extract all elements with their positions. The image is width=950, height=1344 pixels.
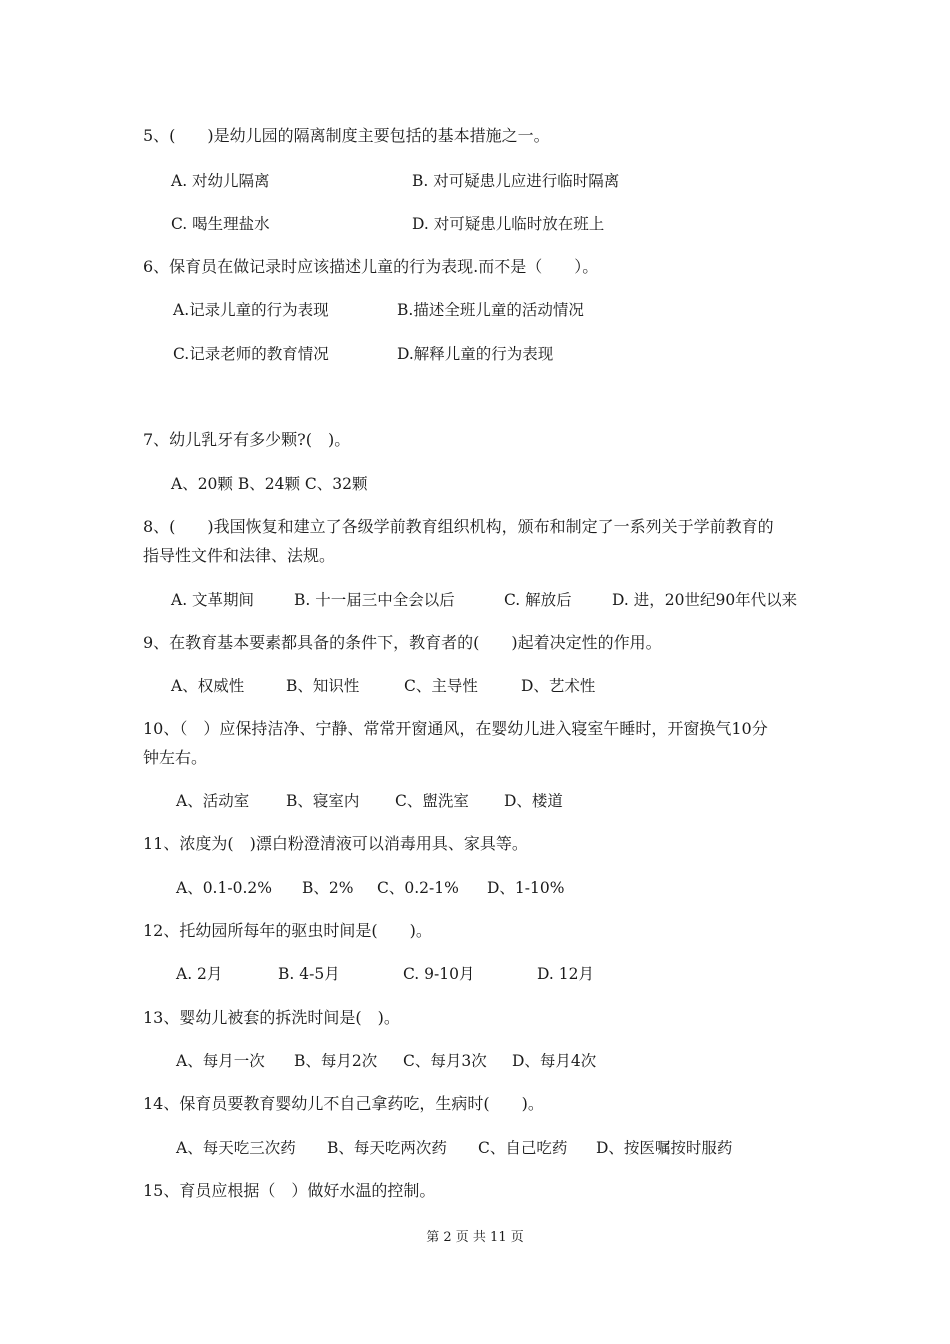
question-13-option-a: A、每月一次 <box>176 1052 265 1070</box>
question-6-option-b: B.描述全班儿童的活动情况 <box>397 301 584 319</box>
question-5-option-d: D. 对可疑患儿临时放在班上 <box>412 215 605 233</box>
question-5-stem: 5、( )是幼儿园的隔离制度主要包括的基本措施之一。 <box>143 126 550 145</box>
question-13-option-d: D、每月4次 <box>512 1052 597 1070</box>
question-12-option-c: C. 9-10月 <box>403 965 475 983</box>
question-9-option-d: D、艺术性 <box>521 677 596 695</box>
question-9-option-c: C、主导性 <box>404 677 478 695</box>
question-8-option-c: C. 解放后 <box>504 591 572 609</box>
question-9-option-b: B、知识性 <box>286 677 360 695</box>
question-10-option-c: C、盥洗室 <box>395 792 469 810</box>
question-8-option-b: B. 十一届三中全会以后 <box>294 591 455 609</box>
question-9-option-a: A、权威性 <box>171 677 245 695</box>
question-12-option-d: D. 12月 <box>537 965 594 983</box>
question-6-stem: 6、保育员在做记录时应该描述儿童的行为表现.而不是（ ）。 <box>143 257 599 276</box>
question-13-option-b: B、每月2次 <box>294 1052 378 1070</box>
question-11-option-a: A、0.1-0.2% <box>176 879 272 897</box>
question-13-stem: 13、婴幼儿被套的拆洗时间是( )。 <box>143 1008 400 1027</box>
question-5-option-b: B. 对可疑患儿应进行临时隔离 <box>412 172 620 190</box>
question-9-stem: 9、在教育基本要素都具备的条件下，教育者的( )起着决定性的作用。 <box>143 633 662 652</box>
question-5-option-c: C. 喝生理盐水 <box>171 215 270 233</box>
question-11-option-c: C、0.2-1% <box>377 879 459 897</box>
question-14-option-c: C、自己吃药 <box>478 1139 568 1157</box>
question-14-stem: 14、保育员要教育婴幼儿不自己拿药吃，生病时( )。 <box>143 1094 544 1113</box>
question-8-stem-line-1: 8、( )我国恢复和建立了各级学前教育组织机构，颁布和制定了一系列关于学前教育的 <box>143 517 774 536</box>
question-14-option-a: A、每天吃三次药 <box>176 1139 296 1157</box>
question-10-option-d: D、楼道 <box>504 792 563 810</box>
question-8-option-a: A. 文革期间 <box>171 591 255 609</box>
question-8-option-d: D. 进，20世纪90年代以来 <box>612 591 798 609</box>
question-6-option-c: C.记录老师的教育情况 <box>173 345 329 363</box>
question-8-stem-line-2: 指导性文件和法律、法规。 <box>143 546 336 565</box>
question-15-stem: 15、育员应根据（ ）做好水温的控制。 <box>143 1181 436 1200</box>
question-10-option-a: A、活动室 <box>176 792 250 810</box>
question-14-option-d: D、按医嘱按时服药 <box>596 1139 733 1157</box>
question-12-option-a: A. 2月 <box>176 965 223 983</box>
question-7-stem: 7、幼儿乳牙有多少颗?( )。 <box>143 430 351 449</box>
page-number-footer: 第 2 页 共 11 页 <box>426 1230 524 1245</box>
question-10-stem-line-2: 钟左右。 <box>143 748 208 767</box>
question-6-option-d: D.解释儿童的行为表现 <box>397 345 554 363</box>
question-12-stem: 12、托幼园所每年的驱虫时间是( )。 <box>143 921 432 940</box>
question-11-option-b: B、2% <box>302 879 354 897</box>
question-12-option-b: B. 4-5月 <box>278 965 340 983</box>
question-11-stem: 11、浓度为( )漂白粉澄清液可以消毒用具、家具等。 <box>143 834 528 853</box>
question-11-option-d: D、1-10% <box>487 879 565 897</box>
question-14-option-b: B、每天吃两次药 <box>327 1139 447 1157</box>
question-5-option-a: A. 对幼儿隔离 <box>171 172 270 190</box>
question-10-stem-line-1: 10、（ ）应保持洁净、宁静、常常开窗通风，在婴幼儿进入寝室午睡时，开窗换气10分 <box>143 719 768 738</box>
question-7-options: A、20颗 B、24颗 C、32颗 <box>171 475 368 493</box>
question-6-option-a: A.记录儿童的行为表现 <box>173 301 329 319</box>
question-10-option-b: B、寝室内 <box>286 792 360 810</box>
question-13-option-c: C、每月3次 <box>403 1052 487 1070</box>
